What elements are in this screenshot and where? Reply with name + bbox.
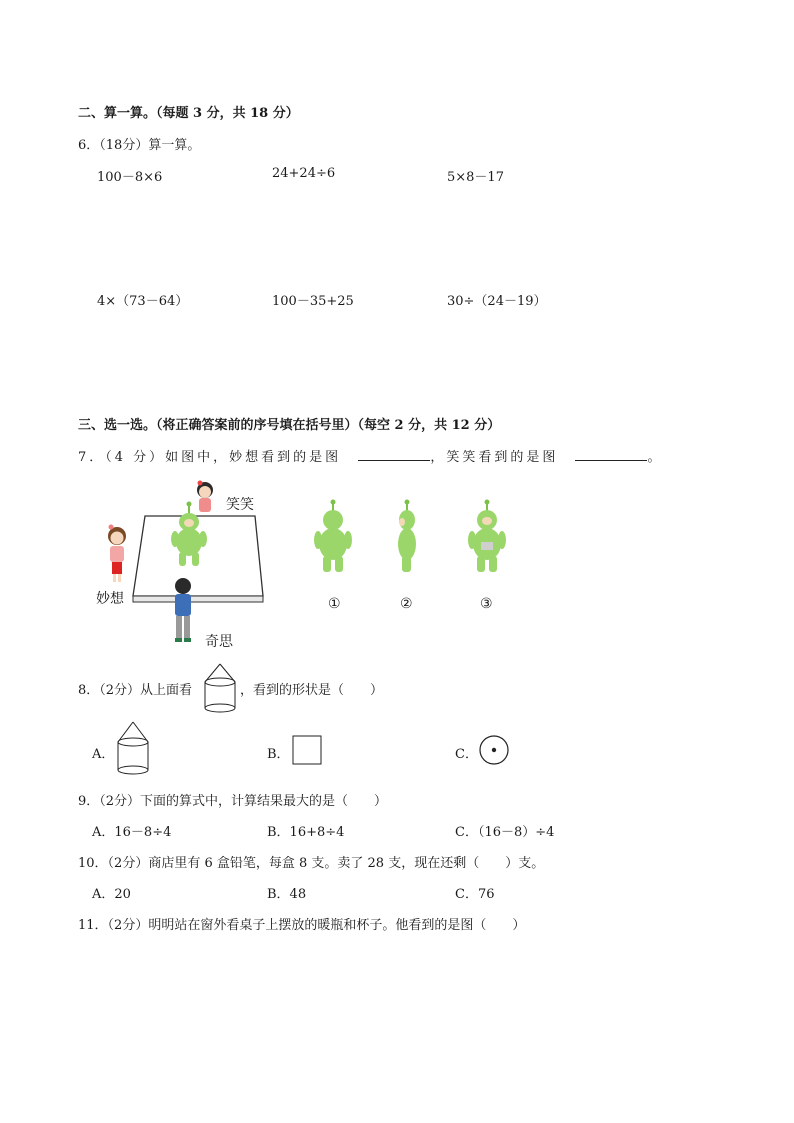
question-8-stem-before: 8．（2分）从上面看	[78, 683, 193, 698]
question-9-stem: 9．（2分）下面的算式中，计算结果最大的是（ ）	[78, 794, 388, 809]
label-xiaoxiao: 笑笑	[226, 497, 254, 513]
expression: 24+24÷6	[272, 166, 336, 181]
table-edge	[133, 596, 263, 602]
option-3-toy-front-icon	[468, 500, 506, 573]
expression: 30÷（24－19）	[447, 294, 547, 309]
expression: 5×8－17	[447, 170, 504, 185]
option-label-2: ②	[400, 596, 413, 612]
q8-option-b-label: B．	[267, 747, 290, 762]
q10-option-c[interactable]: C．76	[455, 887, 495, 902]
q9-option-a[interactable]: A．16－8÷4	[92, 825, 172, 840]
expression: 100－8×6	[97, 170, 163, 185]
question-11-stem: 11．（2分）明明站在窗外看桌子上摆放的暖瓶和杯子。他看到的是图（ ）	[78, 918, 526, 933]
option-b-square-icon[interactable]	[292, 735, 322, 765]
expression: 4×（73－64）	[97, 294, 189, 309]
q8-option-a-label: A．	[92, 747, 115, 762]
question-7-stem	[78, 446, 664, 465]
option-c-circle-dot-icon[interactable]	[478, 734, 510, 766]
q7-text-part3: 。	[647, 450, 664, 465]
option-label-3: ③	[480, 596, 493, 612]
cone-cylinder-icon	[202, 662, 238, 716]
question-6-stem: 6．（18分）算一算。	[78, 138, 201, 153]
q9-option-b[interactable]: B．16+8÷4	[267, 825, 345, 840]
option-2-toy-side-icon	[398, 500, 416, 573]
q7-scene-figure	[95, 476, 515, 654]
q10-option-b[interactable]: B．48	[267, 887, 307, 902]
label-qisi: 奇思	[205, 634, 233, 650]
expression: 100－35+25	[272, 294, 354, 309]
qisi-figure-icon	[175, 578, 191, 642]
section-heading-2: 二、算一算。（每题 3 分，共 18 分）	[78, 106, 299, 121]
q7-text-part1: 7．（4 分）如图中，妙想看到的是图	[78, 450, 342, 465]
answer-blank[interactable]	[358, 448, 430, 461]
q7-text-part2: ，笑笑看到的是图	[430, 450, 559, 465]
question-10-stem: 10．（2分）商店里有 6 盒铅笔，每盒 8 支。卖了 28 支，现在还剩（ ）支。	[78, 856, 545, 871]
option-1-toy-back-icon	[314, 500, 352, 573]
xiaoxiao-figure-icon	[197, 481, 213, 513]
option-label-1: ①	[328, 596, 341, 612]
q9-option-c[interactable]: C．（16－8）÷4	[455, 825, 555, 840]
question-8-stem-after: ，看到的形状是（ ）	[240, 683, 384, 698]
q8-option-c-label: C．	[455, 747, 478, 762]
option-a-cone-cylinder-icon[interactable]	[115, 720, 151, 776]
q10-option-a[interactable]: A．20	[92, 887, 131, 902]
section-heading-3: 三、选一选。（将正确答案前的序号填在括号里）（每空 2 分，共 12 分）	[78, 418, 501, 433]
answer-blank[interactable]	[575, 448, 647, 461]
label-miaoxiang: 妙想	[96, 591, 124, 607]
miaoxiang-figure-icon	[108, 525, 126, 583]
